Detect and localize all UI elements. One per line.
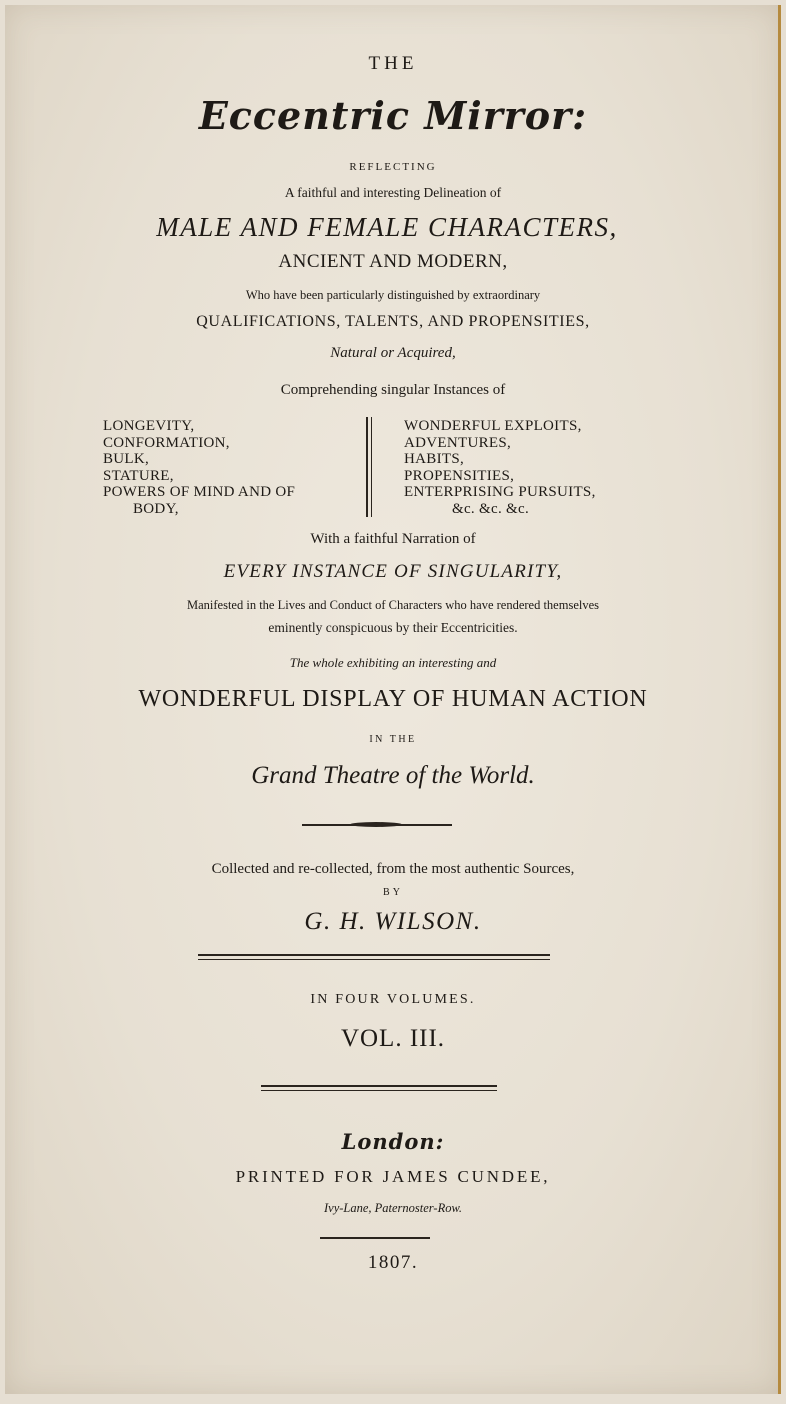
instances-left-list [103,418,295,518]
list-item: LONGEVITY, [103,418,195,434]
double-rule-bottom [198,959,550,960]
the-heading: THE [368,53,418,74]
whole-exhibiting-line: The whole exhibiting an interesting and [289,655,497,670]
short-rule [320,1237,430,1239]
list-item: STATURE, [103,467,174,484]
author-line: G. H. WILSON. [304,908,482,935]
list-divider [366,417,372,517]
instances-right-list [404,418,596,518]
list-item: WONDERFUL EXPLOITS, [404,418,582,434]
distinguished-line: Who have been particularly distinguished by extraordinary [245,288,541,302]
ornamental-rule-swell [350,822,402,827]
every-instance-line: EVERY INSTANCE OF SINGULARITY, [223,561,563,582]
narration-line: With a faithful Narration of [310,531,476,547]
manifested-line: Manifested in the Lives and Conduct of Characters who have rendered themselves [186,598,600,612]
by-line: BY [383,887,403,898]
year-line: 1807. [367,1252,419,1273]
volume-line: VOL. III. [340,1025,446,1052]
london-line: London: [341,1129,445,1154]
natural-acquired-line: Natural or Acquired, [330,345,456,361]
list-item: HABITS, [404,451,465,468]
collected-line: Collected and re-collected, from the most authentic Sources, [211,861,575,877]
printed-for-line: PRINTED FOR JAMES CUNDEE, [235,1167,551,1186]
address-line: Ivy-Lane, Paternoster-Row. [323,1201,463,1215]
ancient-modern-line: ANCIENT AND MODERN, [278,251,508,272]
subject-line: MALE AND FEMALE CHARACTERS, [156,212,618,242]
eminently-line: eminently conspicuous by their Eccentricities. [268,620,518,635]
volumes-line: IN FOUR VOLUMES. [310,992,476,1007]
double-rule-top [198,954,550,956]
list-item: POWERS OF MIND AND OF [103,484,296,501]
reflecting-line: REFLECTING [349,161,437,173]
list-item: BULK, [103,451,150,468]
main-title: Eccentric Mirror: [198,93,588,138]
in-the-line: IN THE [369,734,417,745]
double-rule-bottom-2 [261,1090,497,1091]
comprehending-line: Comprehending singular Instances of [280,382,506,398]
list-item: &c. &c. &c. [452,500,530,517]
list-item: CONFORMATION, [103,434,230,451]
delineation-line: A faithful and interesting Delineation of [284,185,502,200]
list-item: ENTERPRISING PURSUITS, [404,484,596,501]
title-page [5,5,781,1394]
list-item: ADVENTURES, [404,434,512,451]
qualifications-line: QUALIFICATIONS, TALENTS, AND PROPENSITIES, [196,313,590,330]
double-rule-top-2 [261,1085,497,1087]
list-item: BODY, [133,500,179,517]
grand-theatre-line: Grand Theatre of the World. [251,762,535,789]
wonderful-display-line: WONDERFUL DISPLAY OF HUMAN ACTION [138,686,648,712]
list-item: PROPENSITIES, [404,467,515,484]
